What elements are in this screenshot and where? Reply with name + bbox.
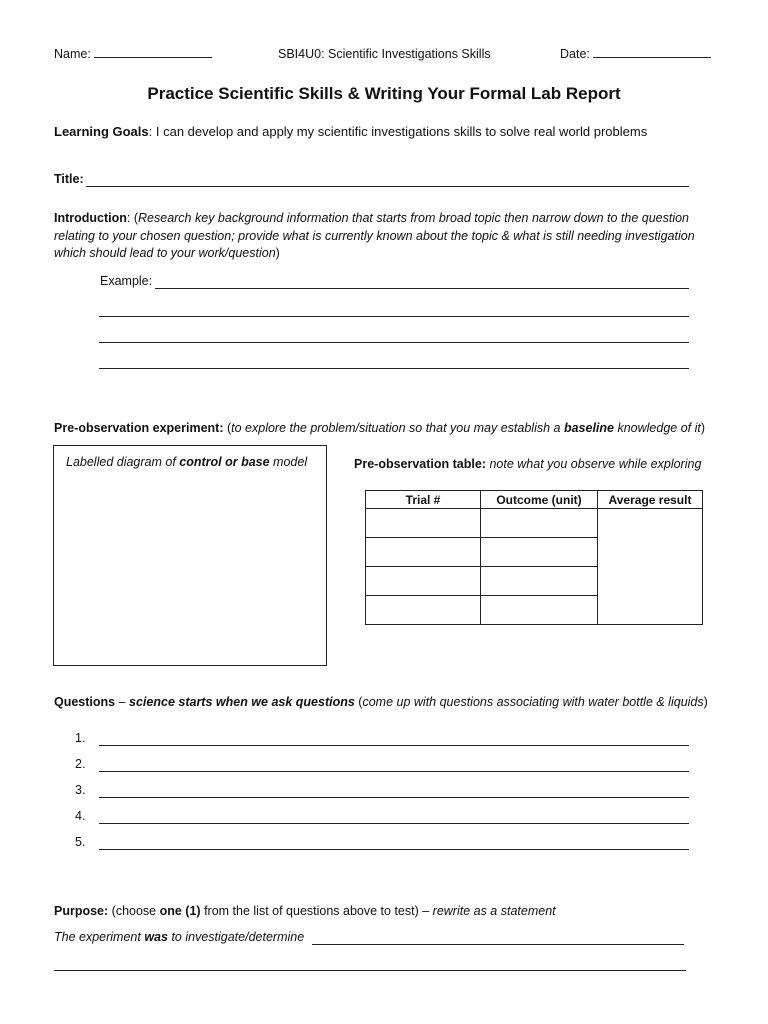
introduction-label: Introduction bbox=[54, 211, 127, 225]
question-blank-4[interactable] bbox=[99, 823, 689, 824]
table-cell[interactable] bbox=[481, 538, 598, 567]
pre-observation-table-heading bbox=[354, 457, 701, 471]
pre-observation-note-bold: baseline bbox=[563, 421, 614, 435]
purpose-experiment-suffix: to investigate/determine bbox=[167, 930, 305, 944]
questions-label: Questions bbox=[54, 695, 116, 709]
pre-observation-note-2: knowledge of it bbox=[614, 421, 701, 435]
purpose-experiment-bold: was bbox=[144, 930, 168, 944]
name-blank[interactable] bbox=[94, 57, 212, 58]
purpose-experiment-prefix: The experiment bbox=[54, 930, 145, 944]
pre-observation-label: Pre-observation experiment: bbox=[54, 421, 224, 435]
pre-observation-table bbox=[365, 490, 703, 625]
learning-goals-label: Learning Goals bbox=[54, 124, 149, 139]
example-blank-1[interactable] bbox=[155, 288, 689, 289]
table-cell-average[interactable] bbox=[598, 509, 703, 625]
questions-note: come up with questions associating with water bottle & liquids bbox=[362, 695, 704, 709]
purpose-blank-1[interactable] bbox=[312, 944, 684, 945]
question-blank-5[interactable] bbox=[99, 849, 689, 850]
name-field bbox=[54, 47, 212, 61]
page-title: Practice Scientific Skills & Writing Your Formal Lab Report bbox=[147, 84, 621, 103]
name-label: Name: bbox=[54, 47, 91, 61]
table-header-row bbox=[366, 491, 703, 509]
table-cell[interactable] bbox=[481, 509, 598, 538]
question-blank-2[interactable] bbox=[99, 771, 689, 772]
question-number-5: 5. bbox=[75, 835, 86, 849]
example-blank-3[interactable] bbox=[99, 342, 689, 343]
pre-observation-note-1: to explore the problem/situation so that you may establish a bbox=[231, 421, 564, 435]
course-code: SBI4U0: Scientific Investigations Skills bbox=[278, 47, 491, 61]
pre-observation-heading: Pre-observation experiment: (to explore the problem/situation so that you may establish a baseline knowledge of it) bbox=[54, 421, 706, 435]
table-row bbox=[366, 509, 703, 538]
purpose-statement bbox=[54, 930, 304, 944]
example-label: Example: bbox=[100, 274, 153, 288]
table-header-average: Average result bbox=[598, 491, 703, 509]
question-blank-1[interactable] bbox=[99, 745, 689, 746]
report-title-label: Title: bbox=[54, 172, 84, 186]
purpose-blank-2[interactable] bbox=[54, 970, 686, 971]
pre-observation-table-note: note what you observe while exploring bbox=[485, 457, 702, 471]
table-cell[interactable] bbox=[366, 538, 481, 567]
purpose-choose-suffix: from the list of questions above to test) – bbox=[200, 904, 433, 918]
purpose-choose-prefix: (choose bbox=[108, 904, 160, 918]
question-number-1: 1. bbox=[75, 731, 86, 745]
diagram-box[interactable] bbox=[53, 445, 327, 666]
table-cell[interactable] bbox=[481, 567, 598, 596]
diagram-label bbox=[66, 455, 307, 469]
introduction-instructions: Research key background information that starts from broad topic then narrow down to the question relating to your chosen question; provide what is currently known about the topic & what is still needing investigation which should lead to your work/question bbox=[54, 211, 695, 260]
learning-goals-text: : I can develop and apply my scientific investigations skills to solve real world problems bbox=[148, 124, 648, 139]
report-title-blank[interactable] bbox=[86, 186, 689, 187]
diagram-label-prefix: Labelled diagram of bbox=[66, 455, 180, 469]
table-cell[interactable] bbox=[366, 567, 481, 596]
table-header-trial: Trial # bbox=[366, 491, 481, 509]
diagram-label-suffix: model bbox=[269, 455, 308, 469]
purpose-label: Purpose: bbox=[54, 904, 109, 918]
diagram-label-bold: control or base bbox=[179, 455, 270, 469]
purpose-rewrite: rewrite as a statement bbox=[432, 904, 556, 918]
pre-observation-table-label: Pre-observation table: bbox=[354, 457, 486, 471]
question-number-4: 4. bbox=[75, 809, 86, 823]
question-blank-3[interactable] bbox=[99, 797, 689, 798]
example-blank-2[interactable] bbox=[99, 316, 689, 317]
question-number-3: 3. bbox=[75, 783, 86, 797]
date-blank[interactable] bbox=[593, 57, 711, 58]
date-label: Date: bbox=[560, 47, 590, 61]
report-title-field bbox=[54, 172, 84, 186]
table-header-outcome: Outcome (unit) bbox=[481, 491, 598, 509]
purpose-choose-bold: one (1) bbox=[159, 904, 201, 918]
example-blank-4[interactable] bbox=[99, 368, 689, 369]
table-cell[interactable] bbox=[366, 596, 481, 625]
questions-bold-italic: science starts when we ask questions bbox=[129, 695, 355, 709]
table-cell[interactable] bbox=[481, 596, 598, 625]
questions-heading: Questions – science starts when we ask questions (come up with questions associating with water bottle & liquids) bbox=[54, 695, 708, 709]
questions-dash: – bbox=[115, 695, 130, 709]
table-cell[interactable] bbox=[366, 509, 481, 538]
purpose-heading bbox=[54, 904, 556, 918]
learning-goals bbox=[54, 124, 647, 139]
date-field bbox=[560, 47, 711, 61]
question-number-2: 2. bbox=[75, 757, 86, 771]
introduction-block: Introduction: (Research key background information that starts from broad topic then narrow down to the question relating to your chosen question; provide what is currently known about the topic & what is still needing investigation which should lead to your work/question) bbox=[54, 211, 695, 260]
